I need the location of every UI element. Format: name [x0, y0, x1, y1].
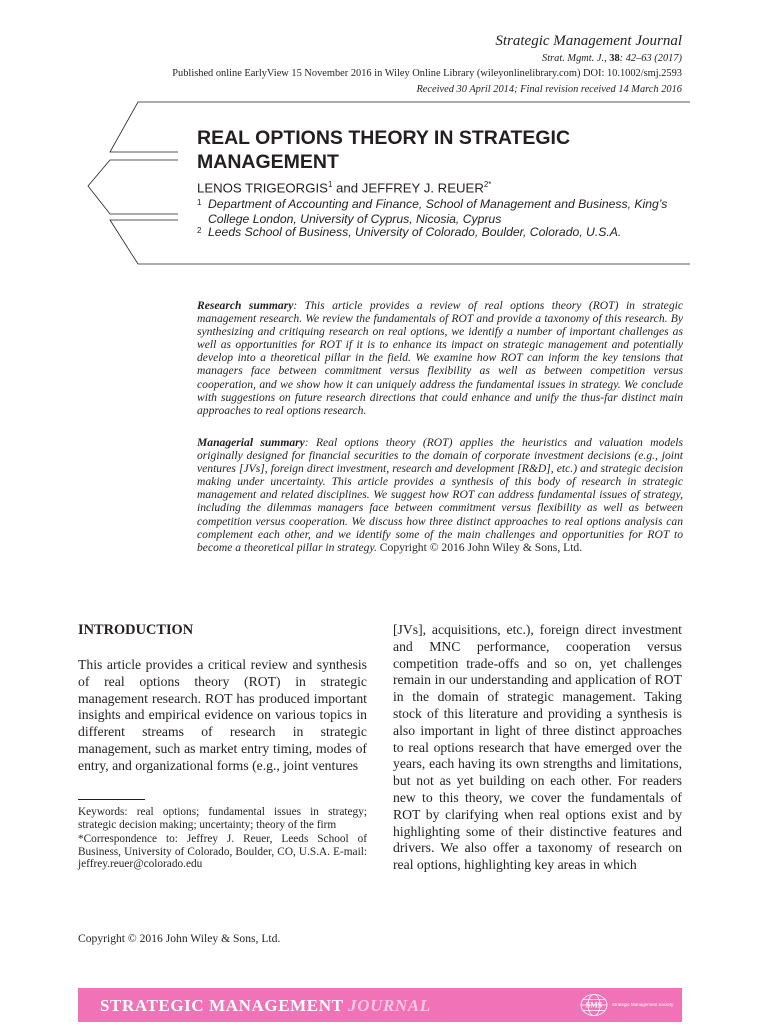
- affiliation-1: [197, 197, 677, 226]
- research-summary: [197, 299, 683, 417]
- body-column-2: [JVs], acquisitions, etc.), foreign direct investment and MNC performance, cooperation versus competition trade-offs and so on, yet challenges remain in our understanding and application of ROT in the domain of strategic management. Taking stock of this literature and providing a synthesis is also important in light of three distinct approaches to real options research that have emerged over the years, each having its own strengths and limitations, but not as yet building on each other. For readers new to this theory, we cover the fundamentals of ROT by clarifying when real options exist and by highlighting some of their distinctive features and drivers. We also offer a taxonomy of research on real options, highlighting key areas in which: [393, 622, 682, 873]
- keywords-footnote: Keywords: real options; fundamental issues in strategy; strategic decision making; uncertainty; theory of the firm: [78, 806, 367, 831]
- sms-globe-icon: [579, 993, 609, 1017]
- affiliation-1-text: Department of Accounting and Finance, School of Management and Business, King’s College London, University of Cyprus, Nicosia, Cyprus: [208, 197, 668, 226]
- journal-name: Strategic Management Journal: [495, 33, 682, 49]
- research-summary-text: : This article provides a review of real options theory (ROT) in strategic management research. We review the fundamentals of ROT and provide a taxonomy of this research. By synthesizing and critiquing research on real options, we identify a number of important challenges as well as opportunities for ROT if it is to enhance its impact on strategic management and potentially develop into a theoretical pillar in the field. We examine how ROT can inform the key tensions that managers face between commitment versus flexibility as well as between competition versus cooperation, and we show how it can uniquely address the fundamental issues in strategy. We conclude with suggestions on future research directions that could enhance and unify the thus-far distinct main approaches to real options research.: [197, 299, 683, 417]
- managerial-summary-label: Managerial summary: [197, 436, 305, 449]
- received-dates: Received 30 April 2014; Final revision received 14 March 2016: [416, 84, 682, 95]
- page-copyright: Copyright © 2016 John Wiley & Sons, Ltd.: [78, 932, 281, 945]
- footnote-rule: [78, 799, 145, 800]
- affiliation-2: [197, 225, 677, 240]
- author-2-affil-mark: 2*: [483, 180, 492, 189]
- managerial-summary-text: : Real options theory (ROT) applies the heuristics and valuation models originally designed for financial securities to the domain of corporate investment decisions (e.g., joint ventures [JVs], foreign direct investment, research and development [R&D], etc.) and strategic decision making under uncertainty. This article provides a synthesis of this body of research in strategic management and related disciplines. We suggest how ROT can address fundamental issues of strategy, including the dilemmas managers face between commitment versus flexibility as well as between competition versus cooperation. We discuss how three distinct approaches to real options analysis can complement each other, and we identify some of the main challenges and opportunities for ROT to become a theoretical pillar in strategy.: [197, 436, 683, 554]
- citation: [542, 53, 682, 64]
- citation-volume: 38: [609, 53, 620, 64]
- society-name: Strategic Management Society: [612, 1002, 674, 1007]
- author-1-affil-mark: 1: [327, 180, 333, 189]
- managerial-summary-copyright: Copyright © 2016 John Wiley & Sons, Ltd.: [376, 540, 583, 554]
- article-title: REAL OPTIONS THEORY IN STRATEGIC MANAGEMENT: [197, 127, 571, 173]
- correspondence-footnote: *Correspondence to: Jeffrey J. Reuer, Leeds School of Business, University of Colorado, Boulder, CO, U.S.A. E-mail: jeffrey.reuer@colorado.edu: [78, 833, 367, 871]
- citation-prefix: Strat. Mgmt. J.,: [542, 53, 610, 64]
- banner-title-main: STRATEGIC MANAGEMENT: [100, 996, 349, 1015]
- author-line: [197, 180, 491, 195]
- banner-title: [100, 996, 431, 1016]
- body-column-1: This article provides a critical review and synthesis of real options theory (ROT) in strategic management research. ROT has produced important insights and empirical evidence on various topics in different streams of research in strategic management, such as market entry timing, modes of entry, and organizational forms (e.g., joint ventures: [78, 657, 367, 773]
- affiliation-1-mark: 1: [197, 198, 202, 207]
- section-heading: INTRODUCTION: [78, 622, 194, 638]
- sms-logo-text: SMS: [585, 1000, 603, 1010]
- research-summary-label: Research summary: [197, 299, 294, 312]
- citation-pages: : 42–63 (2017): [619, 53, 682, 64]
- publication-info: Published online EarlyView 15 November 2016 in Wiley Online Library (wileyonlinelibrary.com) DOI: 10.1002/smj.2593: [172, 68, 682, 79]
- author-1: LENOS TRIGEORGIS: [197, 180, 328, 196]
- banner-title-journal: JOURNAL: [348, 996, 431, 1015]
- author-join: and JEFFREY J. REUER: [332, 180, 484, 196]
- journal-banner: [78, 988, 682, 1022]
- affiliation-2-mark: 2: [197, 226, 202, 235]
- managerial-summary: [197, 436, 683, 554]
- affiliation-2-text: Leeds School of Business, University of Colorado, Boulder, Colorado, U.S.A.: [208, 225, 622, 239]
